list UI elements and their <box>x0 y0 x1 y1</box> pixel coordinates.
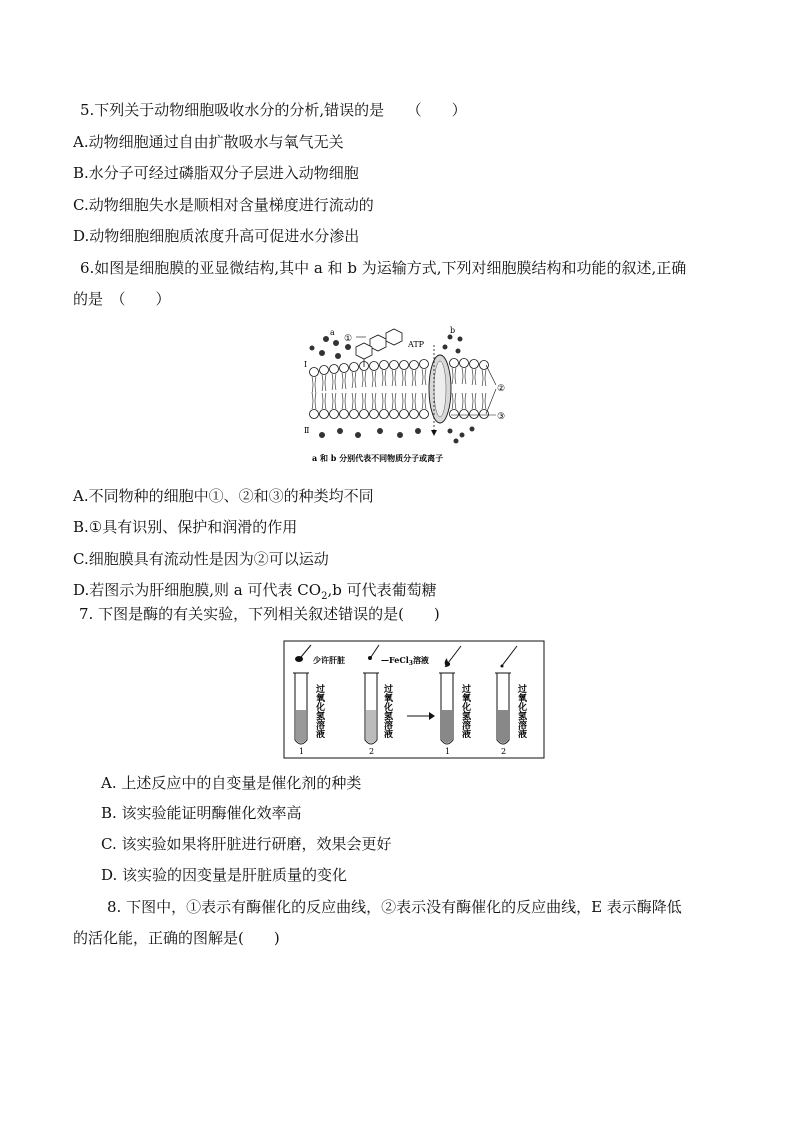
membrane-bilayer <box>310 329 497 444</box>
fig7-tube-text-3: 过氧化氢溶液 <box>460 684 470 738</box>
q5-option-a: A.动物细胞通过自由扩散吸水与氧气无关 <box>73 133 344 151</box>
q6-option-a: A.不同物种的细胞中①、②和③的种类均不同 <box>73 487 374 505</box>
fig6-label-II: Ⅱ <box>304 426 310 435</box>
q8-stem-line1: 8. 下图中，①表示有酶催化的反应曲线，②表示没有酶催化的反应曲线，E 表示酶降低 <box>107 898 682 916</box>
q7-option-d: D. 该实验的因变量是肝脏质量的变化 <box>101 866 348 884</box>
fig7-tube-text-4: 过氧化氢溶液 <box>516 684 526 738</box>
q7-option-c: C. 该实验如果将肝脏进行研磨，效果会更好 <box>101 835 392 853</box>
fig6-label-I: Ⅰ <box>304 360 308 369</box>
fig6-label-1: ① <box>344 334 353 344</box>
fig7-tube-text-2: 过氧化氢溶液 <box>382 684 392 738</box>
q7-stem: 7. 下图是酶的有关实验，下列相关叙述错误的是( ) <box>79 605 440 623</box>
fig6-label-3: ③ <box>497 412 506 422</box>
fig7-tube-num-1: 1 <box>299 747 305 756</box>
fig6-label-atp: ATP <box>408 340 425 349</box>
q8-stem-line2: 的活化能，正确的图解是( ) <box>73 929 280 947</box>
fig6-label-2: ② <box>497 384 506 394</box>
q5-option-d: D.动物细胞细胞质浓度升高可促进水分渗出 <box>73 227 360 245</box>
fig7-tube-num-3: 1 <box>445 747 451 756</box>
fig7-tube-num-2: 2 <box>369 747 375 756</box>
fig7-tube-text-1: 过氧化氢溶液 <box>314 684 324 738</box>
q6-option-c: C.细胞膜具有流动性是因为②可以运动 <box>73 550 329 568</box>
fig7-label-liver: 少许肝脏 <box>313 655 345 665</box>
q6-option-d: D.若图示为肝细胞膜,则 a 可代表 $CO_2,b$ 可代表葡萄糖 <box>73 581 437 602</box>
q6-stem-line1: 6.如图是细胞膜的亚显微结构,其中 a 和 b 为运输方式,下列对细胞膜结构和功能的叙述,正确 <box>80 259 687 277</box>
q6-stem-line2: 的是 （ ） <box>73 290 171 308</box>
q7-option-a: A. 上述反应中的自变量是催化剂的种类 <box>101 774 362 792</box>
fig7-label-fecl3: —FeCl$_3$溶液 <box>381 655 429 667</box>
cell-membrane-figure <box>300 325 510 468</box>
q7-option-b: B. 该实验能证明酶催化效率高 <box>101 804 302 822</box>
fig7-tube-num-4: 2 <box>501 747 507 756</box>
q5-option-b: B.水分子可经过磷脂双分子层进入动物细胞 <box>73 164 359 182</box>
enzyme-experiment-figure <box>283 640 545 760</box>
fig6-label-b: b <box>450 326 456 335</box>
q6-option-b: B.①具有识别、保护和润滑的作用 <box>73 518 298 536</box>
fig6-caption: a 和 b 分别代表不同物质分子或离子 <box>312 453 444 463</box>
q5-stem: 5.下列关于动物细胞吸收水分的分析,错误的是 （ ） <box>80 101 467 119</box>
fig6-label-a: a <box>330 328 335 337</box>
q5-option-c: C.动物细胞失水是顺相对含量梯度进行流动的 <box>73 196 374 214</box>
